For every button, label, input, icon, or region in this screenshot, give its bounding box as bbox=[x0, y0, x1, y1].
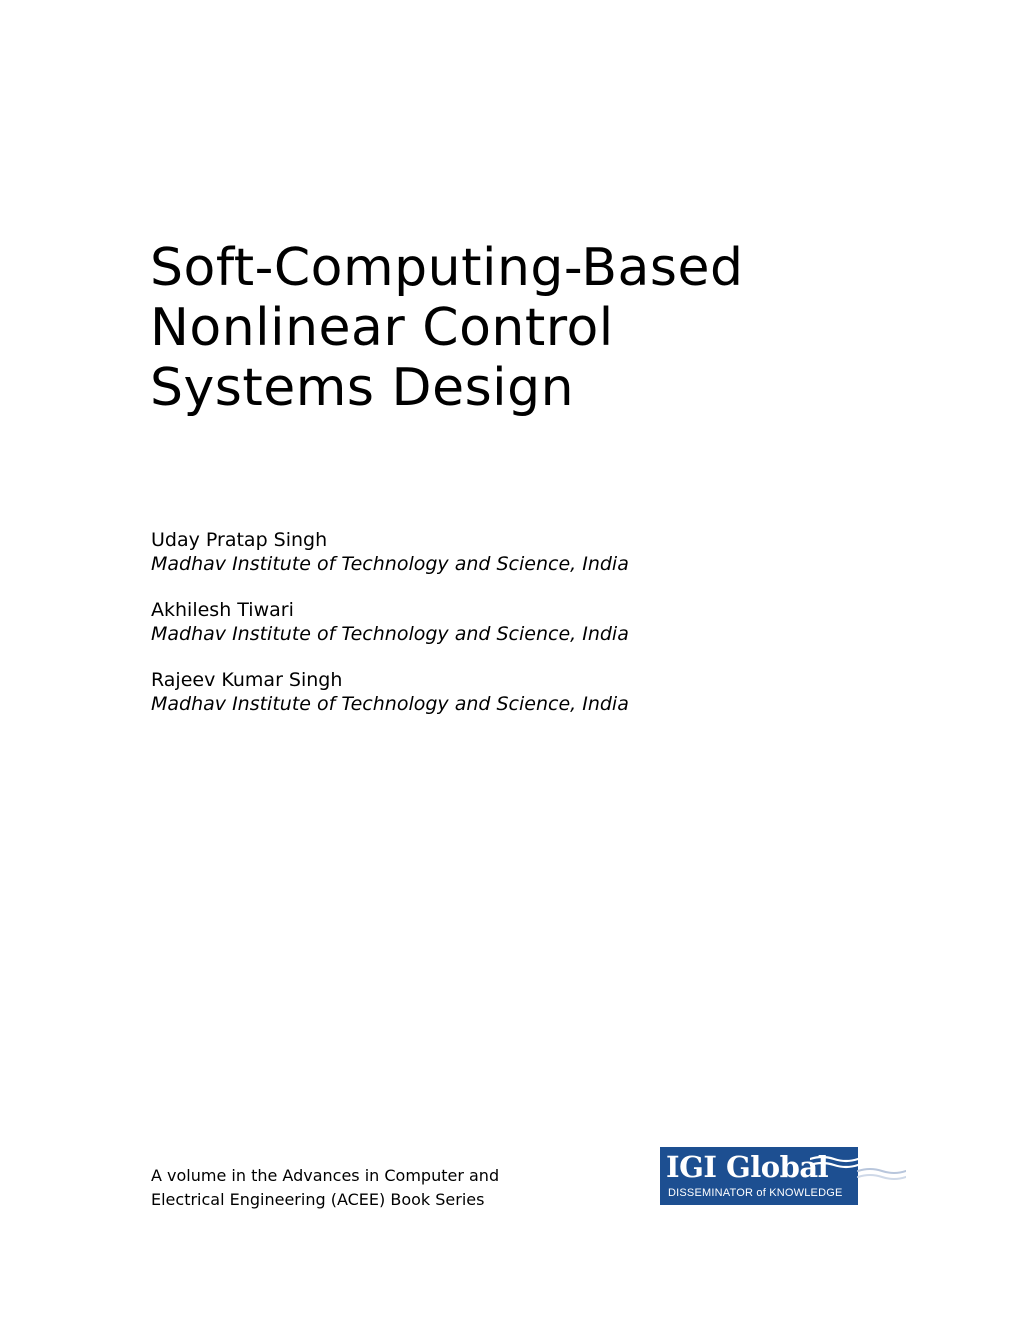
book-title-line-2: Nonlinear Control bbox=[150, 298, 614, 358]
author-entry-1 bbox=[151, 528, 851, 576]
book-title-line-1: Soft-Computing-Based bbox=[150, 238, 744, 298]
logo-tagline: DISSEMINATOR of KNOWLEDGE bbox=[668, 1187, 843, 1199]
series-line-1: A volume in the Advances in Computer and bbox=[151, 1166, 500, 1185]
author-name: Akhilesh Tiwari bbox=[151, 599, 294, 621]
author-affiliation: Madhav Institute of Technology and Science, India bbox=[151, 553, 629, 575]
wave-lines-icon bbox=[810, 1155, 906, 1183]
author-affiliation: Madhav Institute of Technology and Science, India bbox=[151, 623, 629, 645]
series-line-2: Electrical Engineering (ACEE) Book Series bbox=[151, 1190, 485, 1209]
book-series-note bbox=[151, 1164, 571, 1212]
author-name: Rajeev Kumar Singh bbox=[151, 669, 343, 691]
author-list bbox=[151, 528, 851, 738]
author-affiliation: Madhav Institute of Technology and Science, India bbox=[151, 693, 629, 715]
author-name: Uday Pratap Singh bbox=[151, 529, 328, 551]
author-entry-2 bbox=[151, 598, 851, 646]
publisher-logo bbox=[660, 1147, 906, 1207]
book-title bbox=[150, 238, 910, 418]
logo-wordmark: IGI Global bbox=[666, 1150, 829, 1184]
book-title-line-3: Systems Design bbox=[150, 358, 575, 418]
author-entry-3 bbox=[151, 668, 851, 716]
